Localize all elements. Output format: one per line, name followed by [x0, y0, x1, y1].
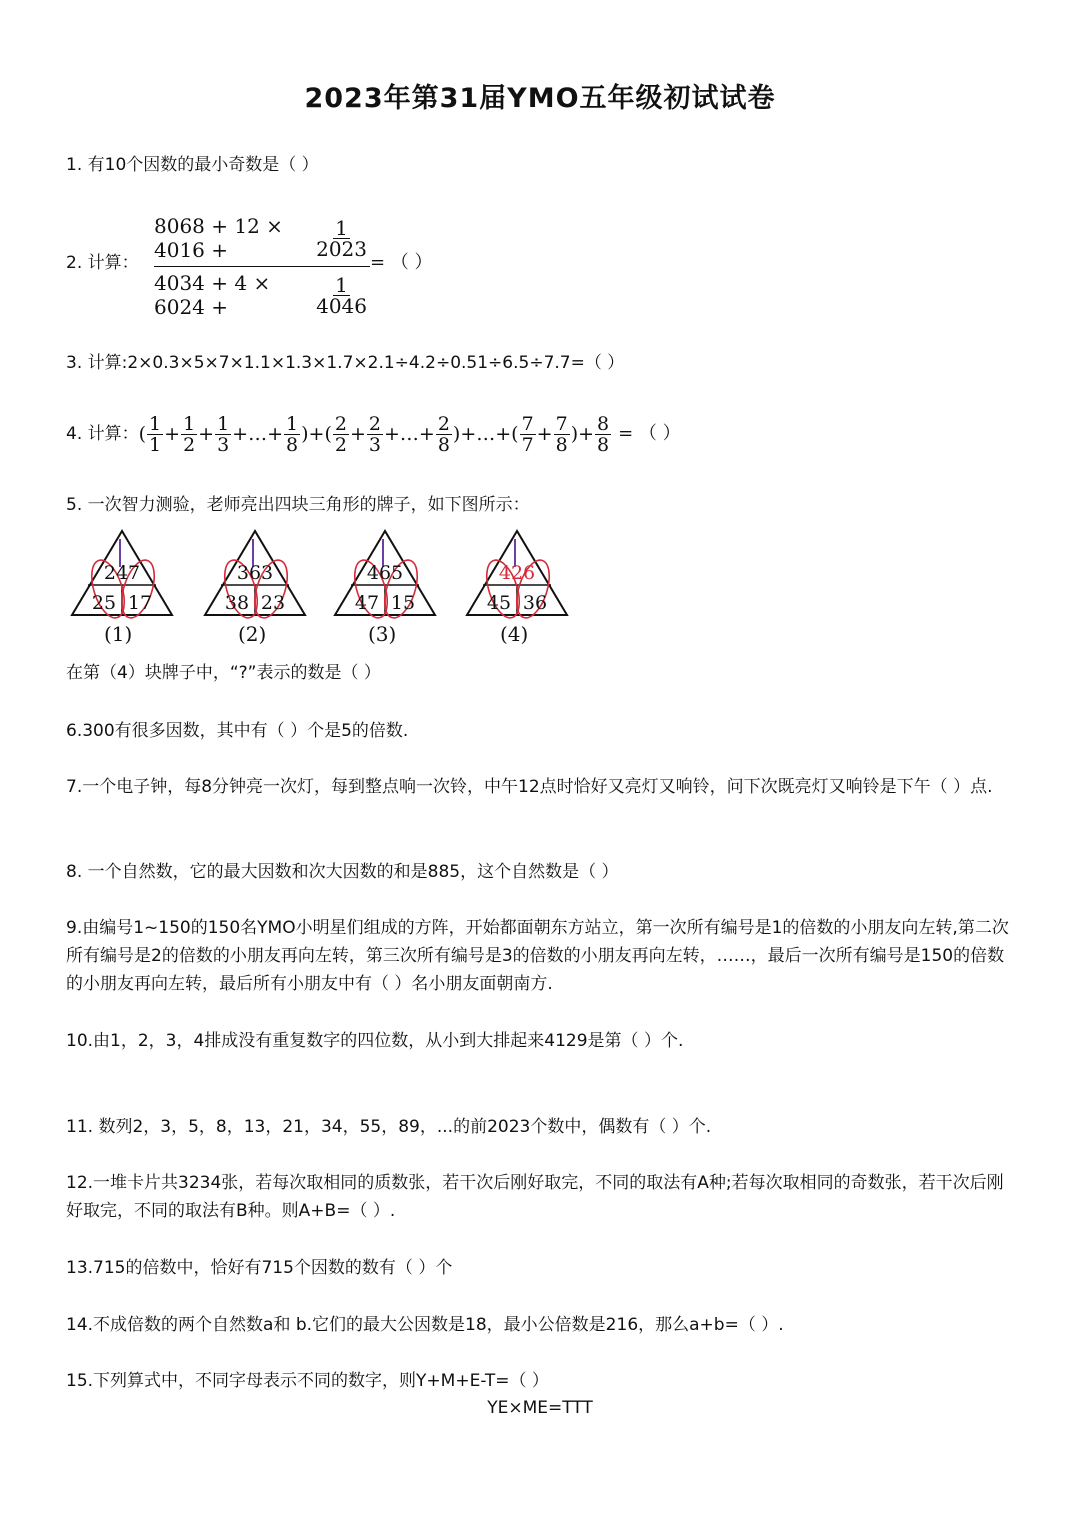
question-5b: 在第（4）块牌子中，“?”表示的数是（ ） [66, 663, 381, 683]
question-9: 9.由编号1~150的150名YMO小明星们组成的方阵，开始都面朝东方站立，第一次所有编号是1的倍数的小朋友向左转,第二次所有编号是2的倍数的小朋友再向左转，第三次所有编号是3的倍数的小朋友再向左转，……，最后一次所有编号是150的倍数的小朋友再向左转，最后所有小朋友中有（ ）名小朋友面朝南方. [66, 918, 1009, 994]
question-4-expression: ( $\frac{1}{1}$ + $\frac{1}{2}$ + $\frac{1}{3}$ +…+ $\frac{1}{8}$ )+( $\frac{2}{2}$ + $\frac{2}{3}$ +…+ $\frac{2}{8}$ )+…+( $\frac{7}{7}$ + $\frac{7}{8}$ )+ $\frac{8}{8}$ [138, 412, 610, 456]
question-14: 14.不成倍数的两个自然数a和 b.它们的最大公因数是18，最小公倍数是216，那么a+b=（ ）. [66, 1315, 784, 1335]
question-5: 5. 一次智力测验，老师亮出四块三角形的牌子，如下图所示： [66, 495, 530, 515]
triangle-label-4: (4) [500, 622, 529, 646]
q2-den-frac-n: 1 [335, 272, 348, 297]
question-2-fraction [154, 210, 370, 323]
question-2-suffix: = （ ） [370, 252, 433, 273]
triangle-top-number: 363 [236, 562, 274, 584]
triangle-left-number: 47 [354, 592, 380, 614]
question-2-prefix: 2. 计算： [66, 253, 139, 273]
question-6: 6.300有很多因数，其中有（ ）个是5的倍数. [66, 721, 409, 741]
question-7: 7.一个电子钟，每8分钟亮一次灯，每到整点响一次铃，中午12点时恰好又亮灯又响铃，问下次既亮灯又响铃是下午（ ）点. [66, 777, 993, 797]
question-15: 15.下列算式中，不同字母表示不同的数字，则Y+M+E-T=（ ） [66, 1371, 549, 1391]
question-10: 10.由1，2，3，4排成没有重复数字的四位数，从小到大排起来4129是第（ ）个. [66, 1031, 684, 1051]
triangle-top-number: 465 [366, 562, 404, 584]
question-13: 13.715的倍数中，恰好有715个因数的数有（ ）个 [66, 1258, 453, 1278]
question-11: 11. 数列2，3，5，8，13，21，34，55，89，...的前2023个数中，偶数有（ ）个. [66, 1117, 712, 1137]
question-4-suffix: = （ ） [618, 423, 681, 444]
triangle-left-number: 25 [91, 592, 117, 614]
page-title: 2023年第31届YMO五年级初试试卷 [304, 83, 776, 114]
question-12: 12.一堆卡片共3234张，若每次取相同的质数张，若干次后刚好取完，不同的取法有A种;若每次取相同的奇数张，若干次后刚好取完，不同的取法有B种。则A+B=（ ）. [66, 1173, 1004, 1221]
triangle-label-3: (3) [368, 622, 397, 646]
question-4-prefix: 4. 计算： [66, 424, 139, 444]
q2-numerator-main: 8068 + 12 × 4016 + [154, 214, 283, 262]
triangle-right-number: 17 [127, 592, 153, 614]
triangle-right-number: 15 [390, 592, 416, 614]
triangle-label-2: (2) [238, 622, 267, 646]
q2-den-frac-d: 4046 [316, 293, 367, 318]
question-4 [66, 408, 1016, 460]
q2-num-frac-n: 1 [335, 215, 348, 240]
question-15-equation: YE×ME=TTT [487, 1398, 593, 1418]
triangle-left-number: 38 [224, 592, 250, 614]
q2-denominator-main: 4034 + 4 × 6024 + [154, 271, 271, 319]
triangle-label-1: (1) [104, 622, 133, 646]
question-8: 8. 一个自然数，它的最大因数和次大因数的和是885，这个自然数是（ ） [66, 862, 619, 882]
triangle-top-number: 426 [498, 562, 536, 584]
question-3: 3. 计算:2×0.3×5×7×1.1×1.3×1.7×2.1÷4.2÷0.51÷6.5÷7.7=（ ） [66, 353, 625, 373]
q2-num-frac-d: 2023 [316, 236, 367, 261]
triangle-left-number: 45 [486, 592, 512, 614]
triangle-top-number: 247 [103, 562, 141, 584]
triangle-right-number: 36 [522, 592, 548, 614]
triangle-figures [0, 525, 1080, 655]
question-1: 1. 有10个因数的最小奇数是（ ） [66, 155, 319, 175]
triangle-right-number: 23 [260, 592, 286, 614]
